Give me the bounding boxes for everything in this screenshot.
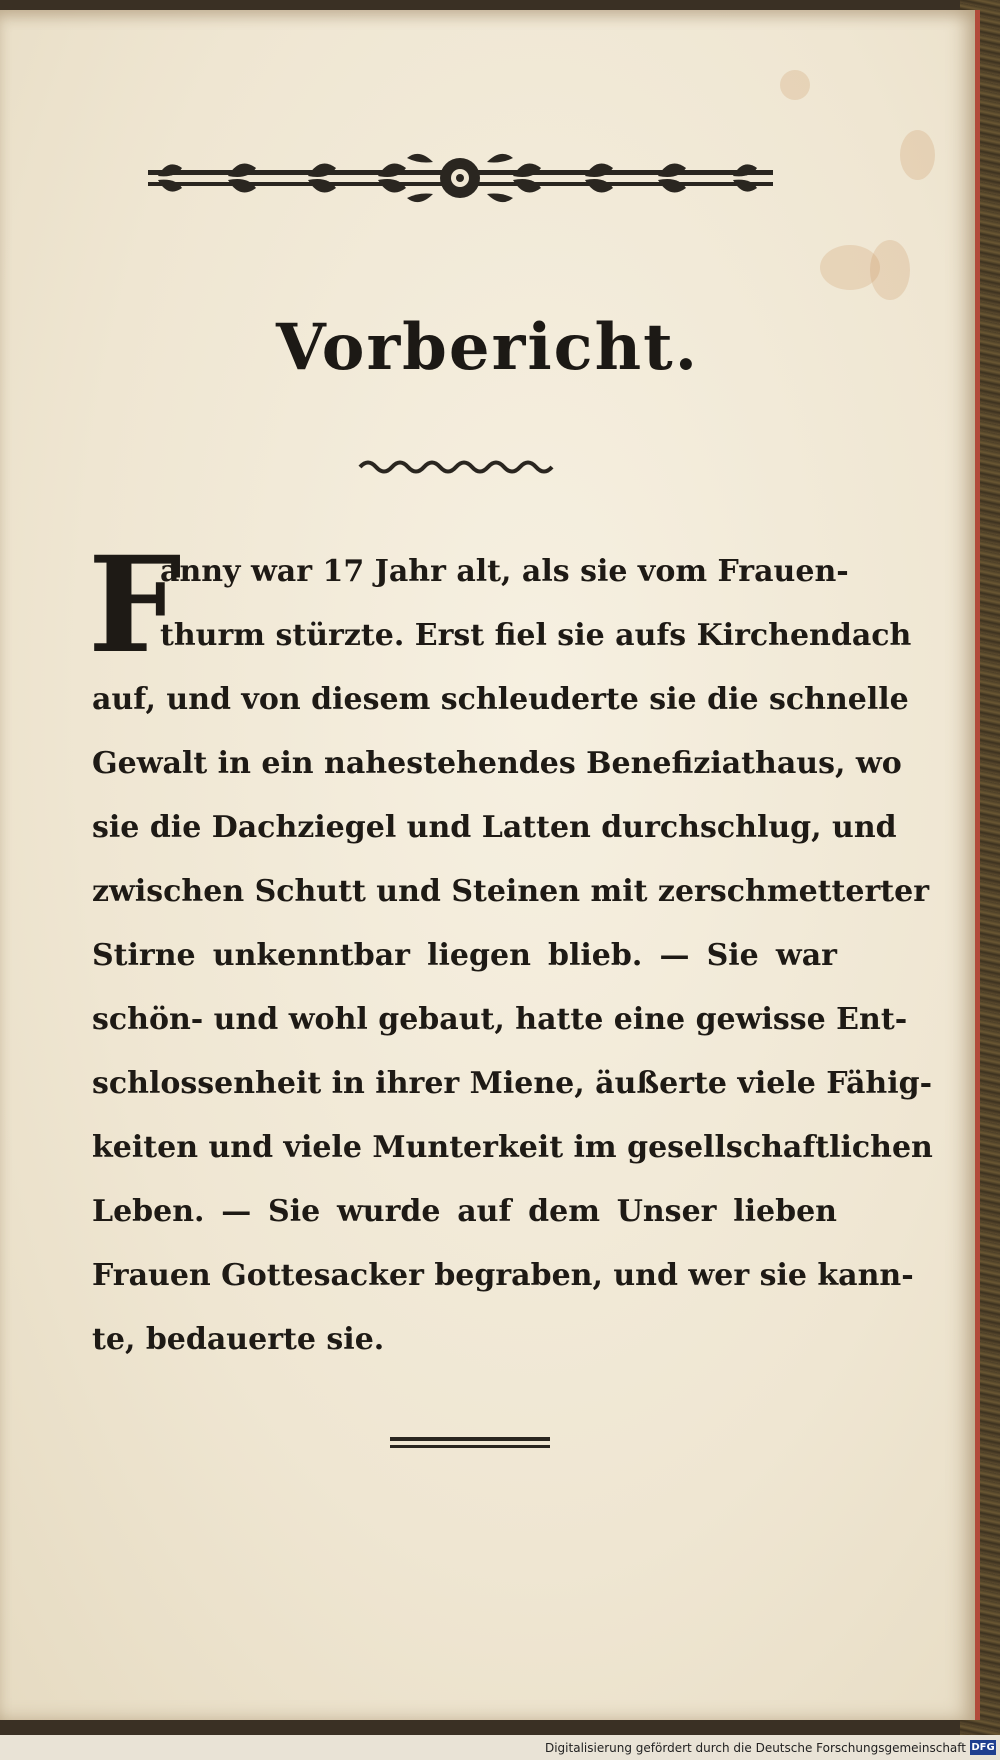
text-line: Frauen Gottesacker begraben, und wer sie kann- xyxy=(92,1258,914,1293)
dfg-logo: DFG xyxy=(971,1742,995,1753)
chapter-title: Vorbericht. xyxy=(275,310,700,385)
text-line: auf, und von diesem schleuderte sie die schnelle xyxy=(92,682,909,717)
drop-cap: F xyxy=(88,528,182,683)
digitization-credit: Digitalisierung gefördert durch die Deutsche Forschungsgemeinschaft xyxy=(544,1741,966,1755)
text-line: keiten und viele Munterkeit im gesellschaftlichen xyxy=(92,1130,933,1165)
wavy-divider xyxy=(358,455,558,479)
foxing-spot xyxy=(900,130,935,180)
text-line: schön- und wohl gebaut, hatte eine gewisse Ent- xyxy=(92,1002,908,1037)
double-rule-divider xyxy=(390,1435,550,1451)
text-line: te, bedauerte sie. xyxy=(92,1322,385,1357)
floral-ornament-header xyxy=(148,142,773,222)
body-text xyxy=(88,528,933,1372)
book-page xyxy=(0,10,980,1720)
text-line: schlossenheit in ihrer Miene, äußerte viele Fähig- xyxy=(92,1066,933,1101)
text-line: Leben. — Sie wurde auf dem Unser lieben xyxy=(92,1194,837,1229)
foxing-spot xyxy=(780,70,810,100)
text-line: thurm stürzte. Erst fiel sie aufs Kirchendach xyxy=(160,618,912,653)
text-line: sie die Dachziegel und Latten durchschlug, und xyxy=(92,810,897,845)
text-line: Gewalt in ein nahestehendes Benefiziathaus, wo xyxy=(92,746,902,781)
foxing-spot xyxy=(870,240,910,300)
text-line: Stirne unkenntbar liegen blieb. — Sie war xyxy=(92,938,837,973)
text-line: anny war 17 Jahr alt, als sie vom Frauen- xyxy=(160,554,849,589)
text-line: zwischen Schutt und Steinen mit zerschmetterter xyxy=(92,874,930,909)
